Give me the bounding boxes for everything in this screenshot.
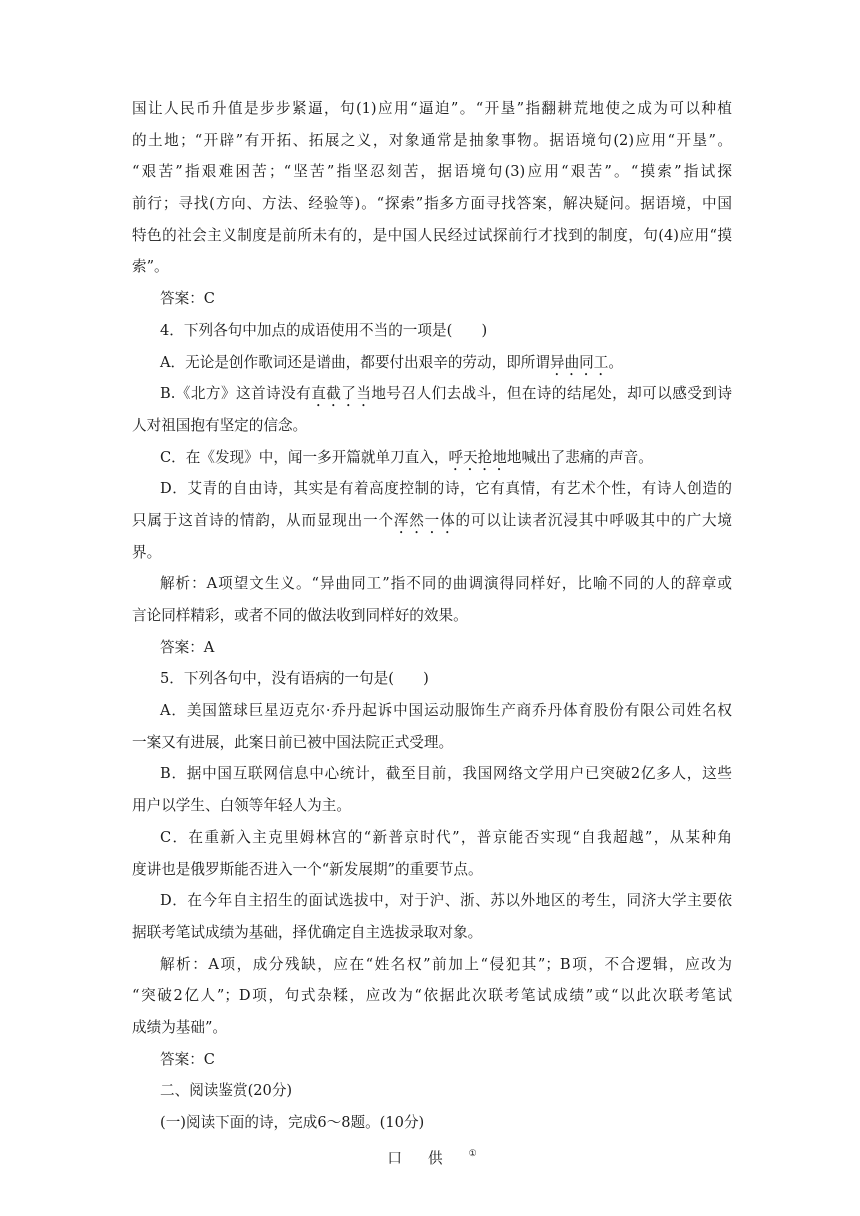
text-line: 界。 <box>132 543 162 561</box>
option-d: D．艾青的自由诗，其实是有着高度控制的诗，它有真情，有艺术个性，有诗人创造的 <box>160 480 732 498</box>
text-segment: A．无论是创作歌词还是谱曲，都要付出艰辛的劳动，即所谓 <box>160 353 550 371</box>
footnote-marker: ① <box>468 1148 477 1159</box>
text-line: 特色的社会主义制度是前所未有的，是中国人民经过试探前行才找到的制度，句(4)应用“摸 <box>132 226 732 244</box>
poem-title <box>132 1139 732 1171</box>
text-line: 人对祖国抱有坚定的信念。 <box>132 416 308 434</box>
question-4: 4．下列各句中加点的成语使用不当的一项是( ) <box>160 321 488 339</box>
dotted-idiom: 直截了当 <box>311 385 372 403</box>
question-5: 5．下列各句中，没有语病的一句是( ) <box>160 670 429 688</box>
text-line: 据联考笔试成绩为基础，择优确定自主选拔录取对象。 <box>132 923 483 941</box>
text-segment: B.《北方》这首诗没有 <box>160 385 312 403</box>
option-c <box>132 442 732 474</box>
analysis-line: 解析：A项，成分残缺，应在“姓名权”前加上“侵犯其”；B项，不合逻辑，应改为 <box>160 955 732 973</box>
text-line: “艰苦”指艰难困苦；“坚苦”指坚忍刻苦，据语境句(3)应用“艰苦”。“摸索”指试探 <box>132 163 732 181</box>
text-line: 的土地；“开辟”有开拓、拓展之义，对象通常是抽象事物。据语境句(2)应用“开垦”。 <box>132 131 732 149</box>
option-b: B．据中国互联网信息中心统计，截至目前，我国网络文学用户已突破2亿多人，这些 <box>160 765 732 783</box>
text-segment: 地喊出了悲痛的声音。 <box>506 448 653 466</box>
text-line: “突破2亿人”；D项，句式杂糅，应改为“依据此次联考笔试成绩”或“以此次联考笔试 <box>132 987 732 1005</box>
text-segment: 地号召人们去战斗，但在诗的结尾处，却可以感受到诗 <box>371 385 732 403</box>
text-segment: 只属于这首诗的情韵，从而显现出一个 <box>132 511 394 529</box>
option-b <box>132 378 732 410</box>
section-heading: 二、阅读鉴赏(20分) <box>160 1082 293 1100</box>
text-line <box>132 505 732 537</box>
document-body <box>132 93 732 1170</box>
analysis-line: 解析：A项望文生义。“异曲同工”指不同的曲调演得同样好，比喻不同的人的辞章或 <box>160 575 732 593</box>
text-line: 前行；寻找(方向、方法、经验等)。“探索”指多方面寻找答案，解决疑问。据语境，中国 <box>132 195 732 213</box>
section-instruction: (一)阅读下面的诗，完成6～8题。(10分) <box>160 1114 425 1131</box>
text-line: 言论同样精彩，或者不同的做法收到同样好的效果。 <box>132 607 468 624</box>
answer-line: 答案：A <box>160 638 215 656</box>
option-c: C．在重新入主克里姆林宫的“新普京时代”，普京能否实现“自我超越”，从某种角 <box>160 828 732 846</box>
dotted-idiom: 异曲同工 <box>549 353 609 371</box>
option-d: D．在今年自主招生的面试选拔中，对于沪、浙、苏以外地区的考生，同济大学主要依 <box>160 892 732 910</box>
text-segment: C．在《发现》中，闻一多开篇就单刀直入， <box>160 448 449 466</box>
text-segment: 。 <box>608 353 623 371</box>
text-line: 一案又有进展，此案日前已被中国法院正式受理。 <box>132 733 454 751</box>
dotted-idiom: 浑然一体 <box>393 511 456 529</box>
text-line: 国让人民币升值是步步紧逼，句(1)应用“逼迫”。“开垦”指翻耕荒地使之成为可以种植 <box>132 100 732 117</box>
text-line: 度讲也是俄罗斯能否进入一个“新发展期”的重要节点。 <box>132 860 483 878</box>
text-line: 用户以学生、白领等年轻人为主。 <box>132 797 351 815</box>
text-segment: 的可以让读者沉浸其中呼吸其中的广大境 <box>455 511 732 529</box>
dotted-idiom: 呼天抢地 <box>448 448 507 466</box>
answer-line: 答案：C <box>160 1050 215 1068</box>
text-line: 成绩为基础”。 <box>132 1018 228 1036</box>
poem-title-text: 口供 <box>387 1149 469 1167</box>
answer-line: 答案：C <box>160 290 215 308</box>
option-a <box>132 347 732 379</box>
text-line: 索”。 <box>132 258 169 276</box>
option-a: A．美国篮球巨星迈克尔·乔丹起诉中国运动服饰生产商乔丹体育股份有限公司姓名权 <box>160 702 732 720</box>
